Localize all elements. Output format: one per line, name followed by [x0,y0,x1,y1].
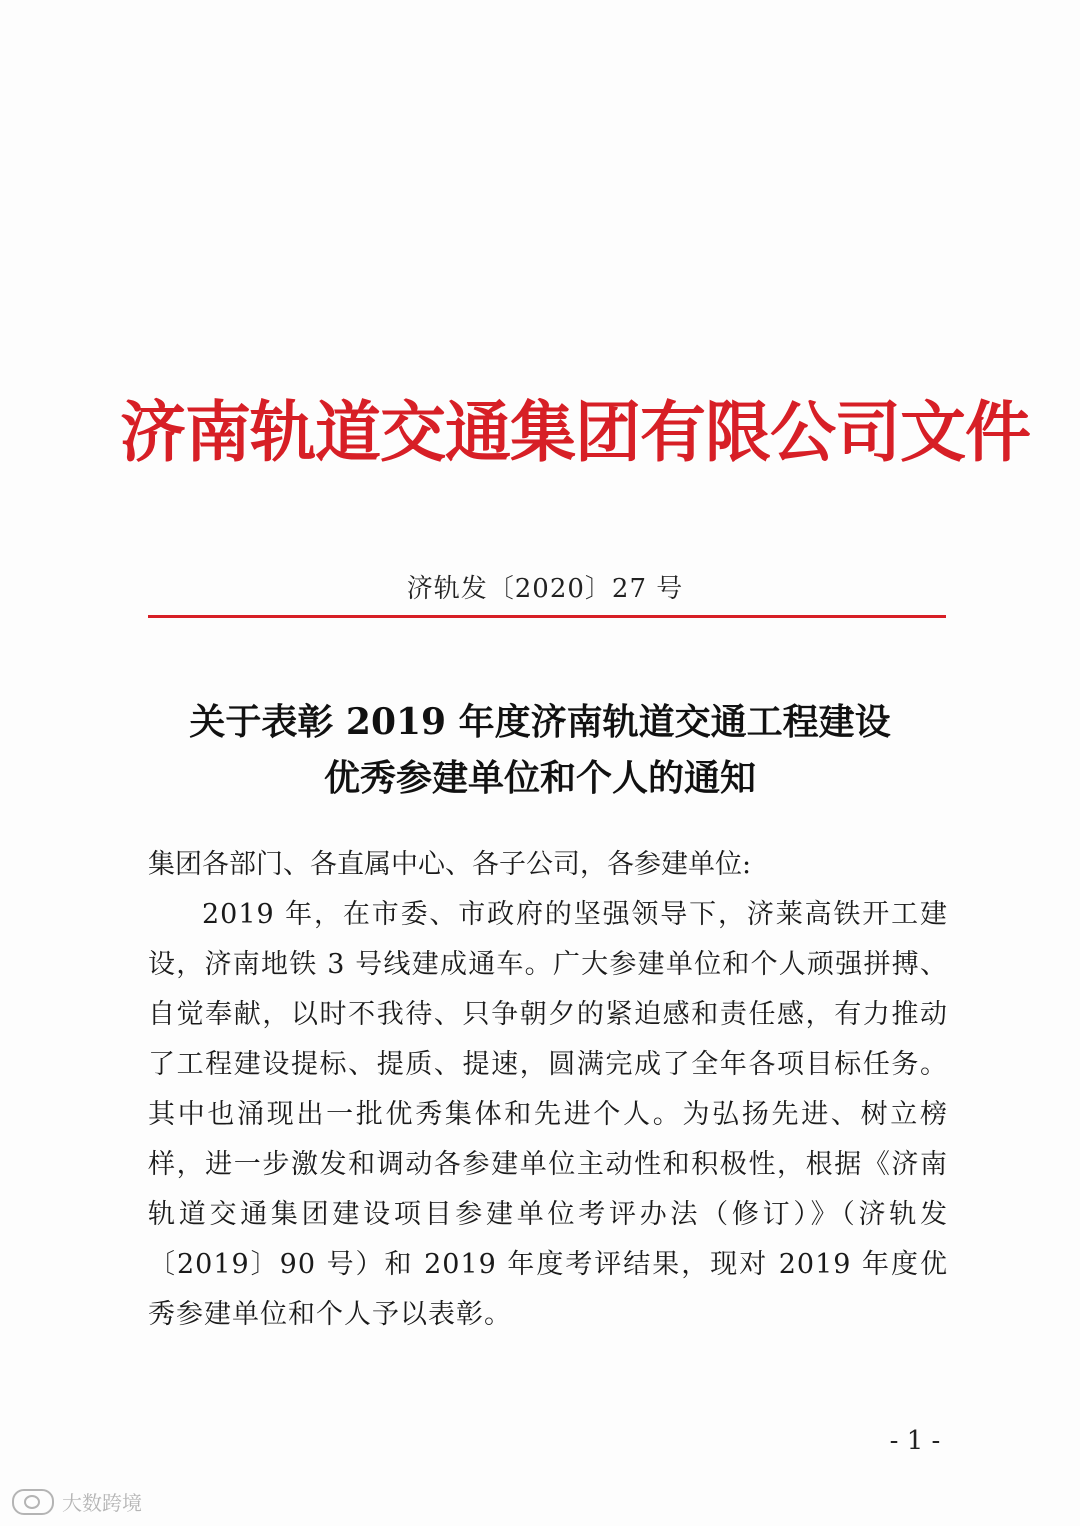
red-header-title: 济南轨道交通集团有限公司文件 [120,393,1030,471]
document-number: 济轨发〔2020〕27 号 [406,574,684,604]
notice-title-line-1: 关于表彰 2019 年度济南轨道交通工程建设 [189,701,891,743]
watermark [12,1487,142,1516]
body-paragraph: 2019 年，在市委、市政府的坚强领导下，济莱高铁开工建设，济南地铁 3 号线建成通车。广大参建单位和个人顽强拼搏、自觉奉献，以时不我待、只争朝夕的紧迫感和责任感，有力推动了工程建设提标、提质、提速，圆满完成了全年各项目标任务。其中也涌现出一批优秀集体和先进个人。为弘扬先进、树立榜样，进一步激发和调动各参建单位主动性和积极性，根据《济南轨道交通集团建设项目参建单位考评办法（修订）》（济轨发〔2019〕90 号）和 2019 年度考评结果，现对 2019 年度优秀参建单位和个人予以表彰。 [148,899,948,1330]
watermark-logo-icon [12,1489,54,1515]
red-divider-line [148,615,946,618]
page-number: - 1 - [889,1426,941,1456]
watermark-text: 大数跨境 [62,1491,142,1515]
salutation: 集团各部门、各直属中心、各子公司，各参建单位: [148,849,752,880]
notice-title-line-2: 优秀参建单位和个人的通知 [323,757,756,799]
notice-body [148,840,948,1340]
notice-title [100,694,980,806]
